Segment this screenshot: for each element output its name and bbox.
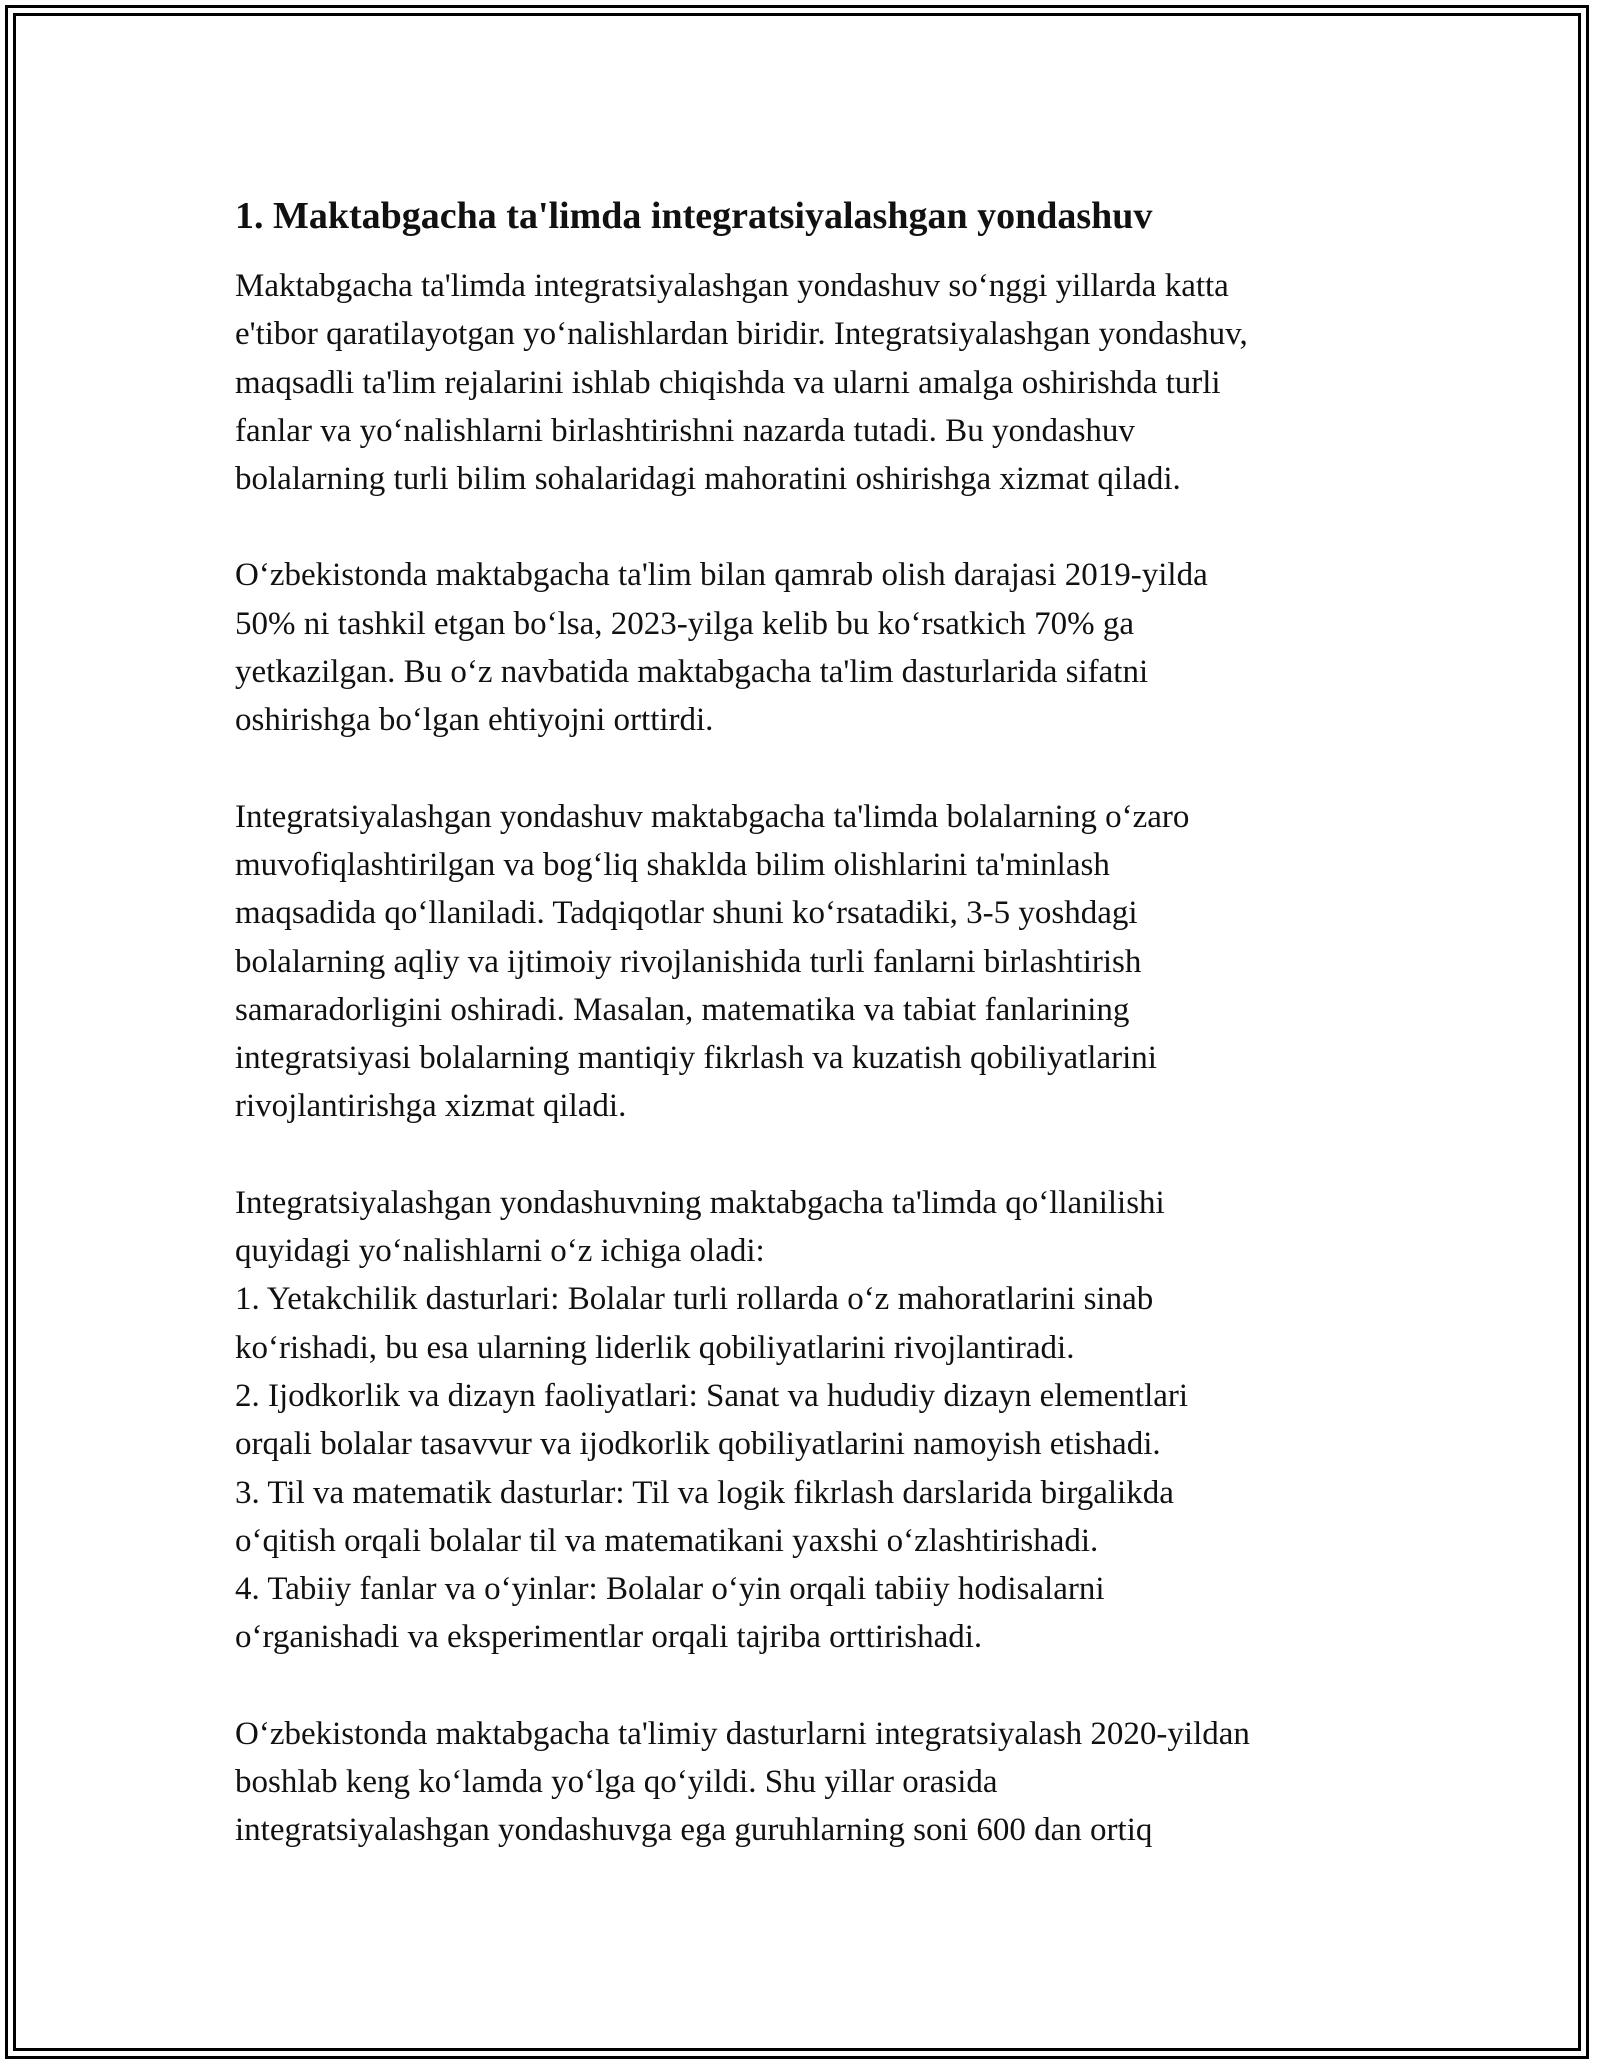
text-line: O‘zbekistonda maktabgacha ta'lim bilan qamrab olish darajasi 2019-yilda xyxy=(235,557,1208,594)
text-line: fanlar va yo‘nalishlarni birlashtirishni nazarda tutadi. Bu yondashuv xyxy=(235,412,1135,449)
text-line: muvofiqlashtirilgan va bog‘liq shaklda bilim olishlarini ta'minlash xyxy=(235,846,1110,883)
text-line: integratsiyalashgan yondashuvga ega guruhlarning soni 600 dan ortiq xyxy=(235,1812,1153,1849)
section-heading: 1. Maktabgacha ta'limda integratsiyalashgan yondashuv xyxy=(235,195,1153,237)
list-item-continuation: o‘qitish orqali bolalar til va matematikani yaxshi o‘zlashtirishadi. xyxy=(235,1522,1099,1559)
text-line: 50% ni tashkil etgan bo‘lsa, 2023-yilga kelib bu ko‘rsatkich 70% ga xyxy=(235,605,1135,642)
list-item-continuation: o‘rganishadi va eksperimentlar orqali tajriba orttirishadi. xyxy=(235,1619,983,1656)
list-item: 3. Til va matematik dasturlar: Til va logik fikrlash darslarida birgalikda xyxy=(235,1474,1174,1511)
list-item: 4. Tabiiy fanlar va o‘yinlar: Bolalar o‘yin orqali tabiiy hodisalarni xyxy=(235,1571,1105,1608)
paragraph-research xyxy=(235,793,1385,1131)
list-item: 1. Yetakchilik dasturlari: Bolalar turli rollarda o‘z mahoratlarini sinab xyxy=(235,1281,1154,1318)
text-line: Maktabgacha ta'limda integratsiyalashgan yondashuv so‘nggi yillarda katta xyxy=(235,268,1229,304)
text-line: Integratsiyalashgan yondashuv maktabgacha ta'limda bolalarning o‘zaro xyxy=(235,798,1190,835)
paragraph-intro xyxy=(235,262,1385,503)
text-line: maqsadli ta'lim rejalarini ishlab chiqishda va ularni amalga oshirishda turli xyxy=(235,364,1221,401)
paragraph-integration-growth xyxy=(235,1710,1385,1855)
paragraph-directions-list xyxy=(235,1179,1385,1662)
text-line: integratsiyasi bolalarning mantiqiy fikrlash va kuzatish qobiliyatlarini xyxy=(235,1040,1157,1077)
list-item: 2. Ijodkorlik va dizayn faoliyatlari: Sanat va hududiy dizayn elementlari xyxy=(235,1377,1189,1414)
text-line: e'tibor qaratilayotgan yo‘nalishlardan biridir. Integratsiyalashgan yondashuv, xyxy=(235,316,1248,353)
document-body xyxy=(235,190,1385,1903)
text-line: samaradorligini oshiradi. Masalan, matematika va tabiat fanlarining xyxy=(235,991,1130,1028)
text-line: quyidagi yo‘nalishlarni o‘z ichiga oladi: xyxy=(235,1233,765,1270)
list-item-continuation: orqali bolalar tasavvur va ijodkorlik qobiliyatlarini namoyish etishadi. xyxy=(235,1426,1161,1463)
text-line: bolalarning turli bilim sohalaridagi mahoratini oshirishga xizmat qiladi. xyxy=(235,461,1181,498)
text-line: boshlab keng ko‘lamda yo‘lga qo‘yildi. Shu yillar orasida xyxy=(235,1764,998,1801)
paragraph-coverage xyxy=(235,551,1385,744)
text-line: Integratsiyalashgan yondashuvning maktabgacha ta'limda qo‘llanilishi xyxy=(235,1184,1165,1221)
list-item-continuation: ko‘rishadi, bu esa ularning liderlik qobiliyatlarini rivojlantiradi. xyxy=(235,1329,1075,1366)
text-line: O‘zbekistonda maktabgacha ta'limiy dasturlarni integratsiyalash 2020-yildan xyxy=(235,1715,1250,1752)
text-line: bolalarning aqliy va ijtimoiy rivojlanishida turli fanlarni birlashtirish xyxy=(235,943,1142,980)
text-line: maqsadida qo‘llaniladi. Tadqiqotlar shuni ko‘rsatadiki, 3-5 yoshdagi xyxy=(235,895,1138,932)
text-line: yetkazilgan. Bu o‘z navbatida maktabgacha ta'lim dasturlarida sifatni xyxy=(235,654,1149,691)
text-line: oshirishga bo‘lgan ehtiyojni orttirdi. xyxy=(235,702,714,739)
text-line: rivojlantirishga xizmat qiladi. xyxy=(235,1088,627,1125)
